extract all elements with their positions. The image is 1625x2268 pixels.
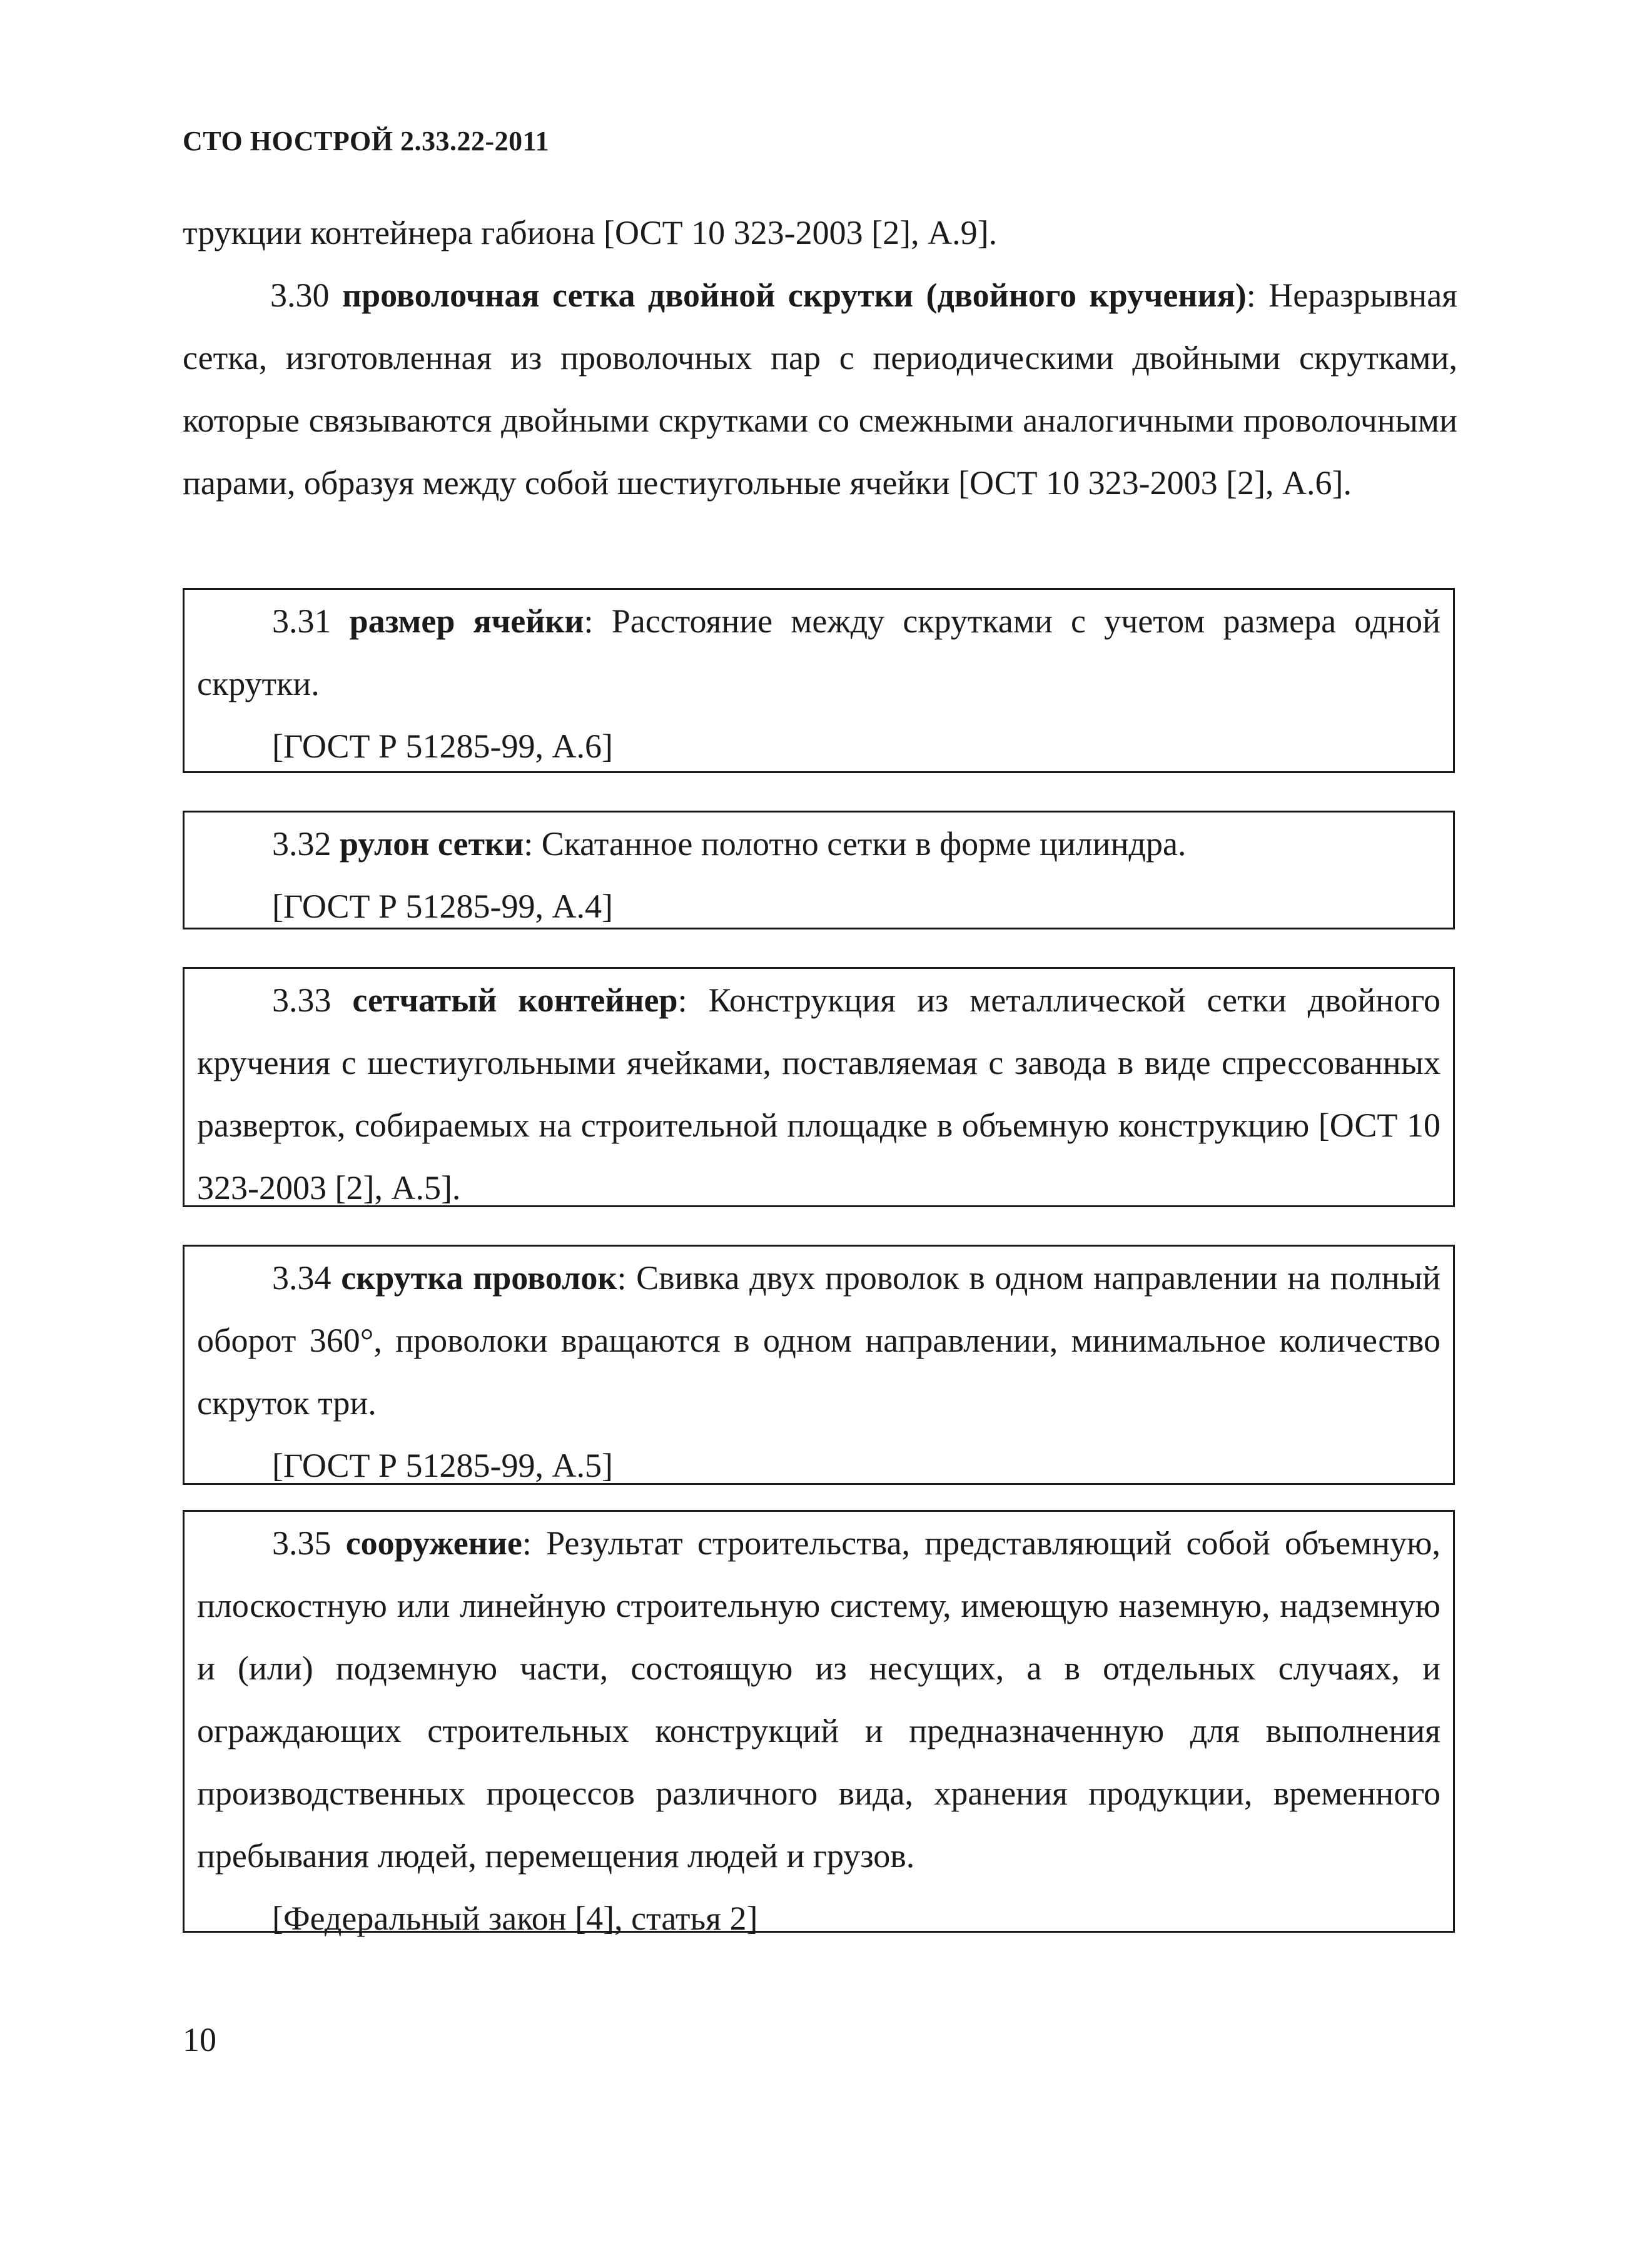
entry-number: 3.35 [272, 1524, 332, 1562]
term-box-3-34 [183, 1245, 1455, 1485]
entry-term: сооружение [345, 1524, 522, 1562]
entry-definition: : Неразрывная сетка, изготовленная из проволочных пар с периодическими двойными скрутками, которые связываются двойными скрутками со смежными аналогичными проволочными парами, образуя между собой шестиугольные ячейки [ОСТ 10 323-2003 [2], А.6]. [183, 276, 1457, 502]
entry-source: [ГОСТ Р 51285-99, А.5] [272, 1447, 614, 1484]
page-number: 10 [183, 2021, 216, 2058]
entry-term: проволочная сетка двойной скрутки (двойного кручения) [342, 276, 1247, 314]
entry-paragraph [197, 969, 1440, 1219]
entry-number: 3.31 [272, 602, 332, 640]
entry-definition: : Скатанное полотно сетки в форме цилиндра. [524, 825, 1187, 863]
entry-definition: : Расстояние между скрутками с учетом размера одной скрутки. [197, 602, 1440, 702]
entry-term: сетчатый контейнер [352, 981, 678, 1019]
entry-definition: : Конструкция из металлической сетки двойного кручения с шестиугольными ячейками, поставляемая с завода в виде спрессованных разверток, собираемых на строительной площадке в объемную конструкцию [ОСТ 10 323-2003 [2], А.5]. [197, 981, 1440, 1207]
entry-number: 3.30 [270, 276, 330, 314]
entry-number: 3.34 [272, 1259, 332, 1297]
entry-source: [Федеральный закон [4], статья 2] [272, 1900, 758, 1937]
entry-3-30 [183, 264, 1457, 514]
entry-number: 3.33 [272, 981, 332, 1019]
entry-definition: : Свивка двух проволок в одном направлении на полный оборот 360°, проволоки вращаются в одном направлении, минимальное количество скруток три. [197, 1259, 1441, 1422]
entry-definition: : Результат строительства, представляющий собой объемную, плоскостную или линейную строительную систему, имеющую наземную, надземную и (или) подземную части, состоящую из несущих, а в отдельных случаях, и ограждающих строительных конструкций и предназначенную для выполнения производственных процессов различного вида, хранения продукции, временного пребывания людей, перемещения людей и грузов. [197, 1524, 1440, 1875]
continuation-paragraph: трукции контейнера габиона [ОСТ 10 323-2003 [2], А.9]. [183, 214, 998, 251]
entry-paragraph [197, 590, 1440, 715]
entry-paragraph [197, 1512, 1440, 1887]
term-box-3-31 [183, 588, 1455, 773]
term-box-3-35 [183, 1510, 1455, 1937]
entry-paragraph [183, 264, 1457, 514]
term-box-3-32 [183, 811, 1455, 929]
entry-source: [ГОСТ Р 51285-99, А.4] [272, 888, 614, 925]
entry-term: рулон сетки [340, 825, 524, 863]
entry-term: скрутка проволок [341, 1259, 617, 1297]
entry-source: [ГОСТ Р 51285-99, А.6] [272, 727, 614, 765]
entry-paragraph [197, 1247, 1440, 1434]
term-box-3-33 [183, 967, 1455, 1207]
entry-number: 3.32 [272, 825, 332, 863]
document-code-header: СТО НОСТРОЙ 2.33.22-2011 [183, 126, 550, 156]
entry-term: размер ячейки [349, 602, 584, 640]
entry-paragraph [197, 813, 1440, 875]
